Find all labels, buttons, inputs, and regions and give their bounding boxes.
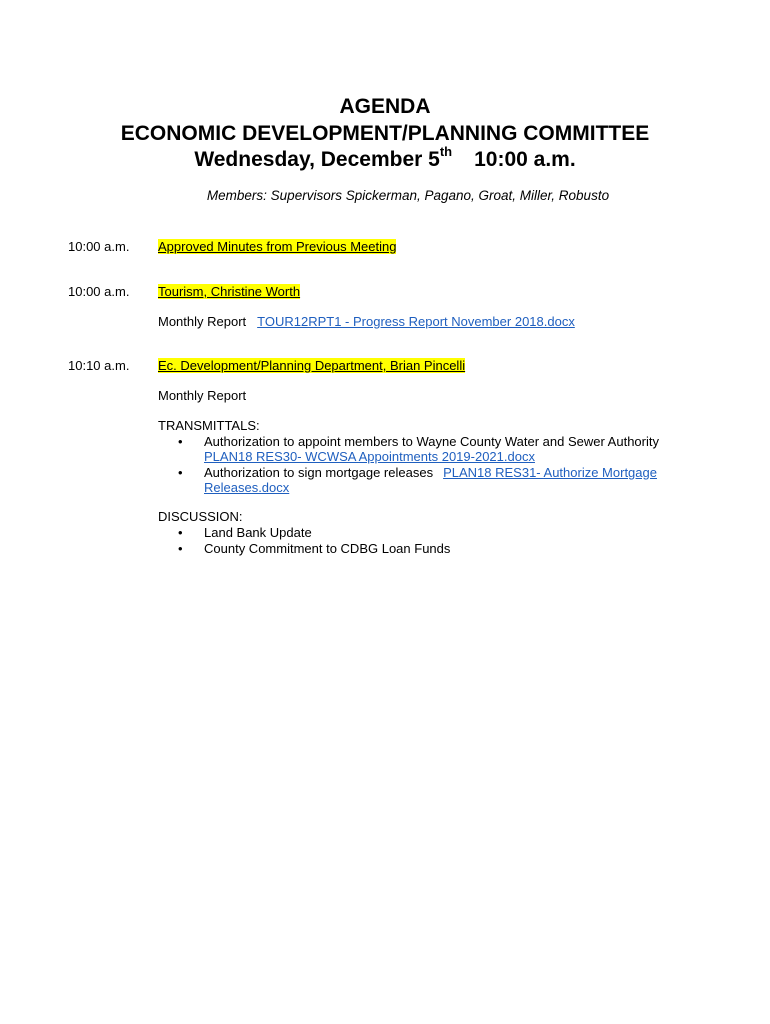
committee-name: ECONOMIC DEVELOPMENT/PLANNING COMMITTEE — [120, 122, 650, 145]
monthly-report-line — [158, 314, 575, 329]
meeting-date-time — [0, 144, 770, 173]
monthly-report-label: Monthly Report — [158, 388, 247, 403]
members-line: Members: Supervisors Spickerman, Pagano, Groat, Miller, Robusto — [206, 188, 610, 203]
transmittals-heading: TRANSMITTALS: — [158, 418, 260, 433]
item-title — [158, 239, 396, 254]
bullet-icon: • — [178, 434, 183, 449]
agenda-title: AGENDA — [339, 95, 431, 118]
item-title — [158, 358, 465, 373]
meeting-time: 10:00 a.m. — [474, 148, 576, 171]
item-time: 10:00 a.m. — [68, 284, 130, 299]
transmittal-text: Authorization to appoint members to Wayne County Water and Sewer Authority — [204, 434, 659, 449]
bullet-icon: • — [178, 541, 183, 556]
date-suffix: th — [439, 144, 453, 159]
bullet-icon: • — [178, 525, 183, 540]
tourism-report-link[interactable]: TOUR12RPT1 - Progress Report November 2018.docx — [257, 314, 575, 329]
item-title-highlight: Ec. Development/Planning Department, Brian Pincelli — [158, 358, 466, 373]
item-title-highlight: Approved Minutes from Previous Meeting — [158, 239, 397, 254]
discussion-item: County Commitment to CDBG Loan Funds — [204, 541, 451, 556]
discussion-heading: DISCUSSION: — [158, 509, 243, 524]
item-time: 10:00 a.m. — [68, 239, 130, 254]
item-title-highlight: Tourism, Christine Worth — [158, 284, 301, 299]
meeting-date: Wednesday, December 5 — [194, 148, 440, 171]
transmittal-text: Authorization to sign mortgage releases — [204, 465, 434, 480]
bullet-icon: • — [178, 465, 183, 480]
transmittal-line — [204, 465, 657, 480]
monthly-report-label: Monthly Report — [158, 314, 247, 329]
item-time: 10:10 a.m. — [68, 358, 130, 373]
item-title — [158, 284, 300, 299]
discussion-item: Land Bank Update — [204, 525, 312, 540]
mortgage-releases-link-continued[interactable]: Releases.docx — [204, 480, 290, 495]
mortgage-releases-link[interactable]: PLAN18 RES31- Authorize Mortgage — [443, 465, 657, 480]
wcwsa-appointments-link[interactable]: PLAN18 RES30- WCWSA Appointments 2019-2021.docx — [204, 449, 535, 464]
